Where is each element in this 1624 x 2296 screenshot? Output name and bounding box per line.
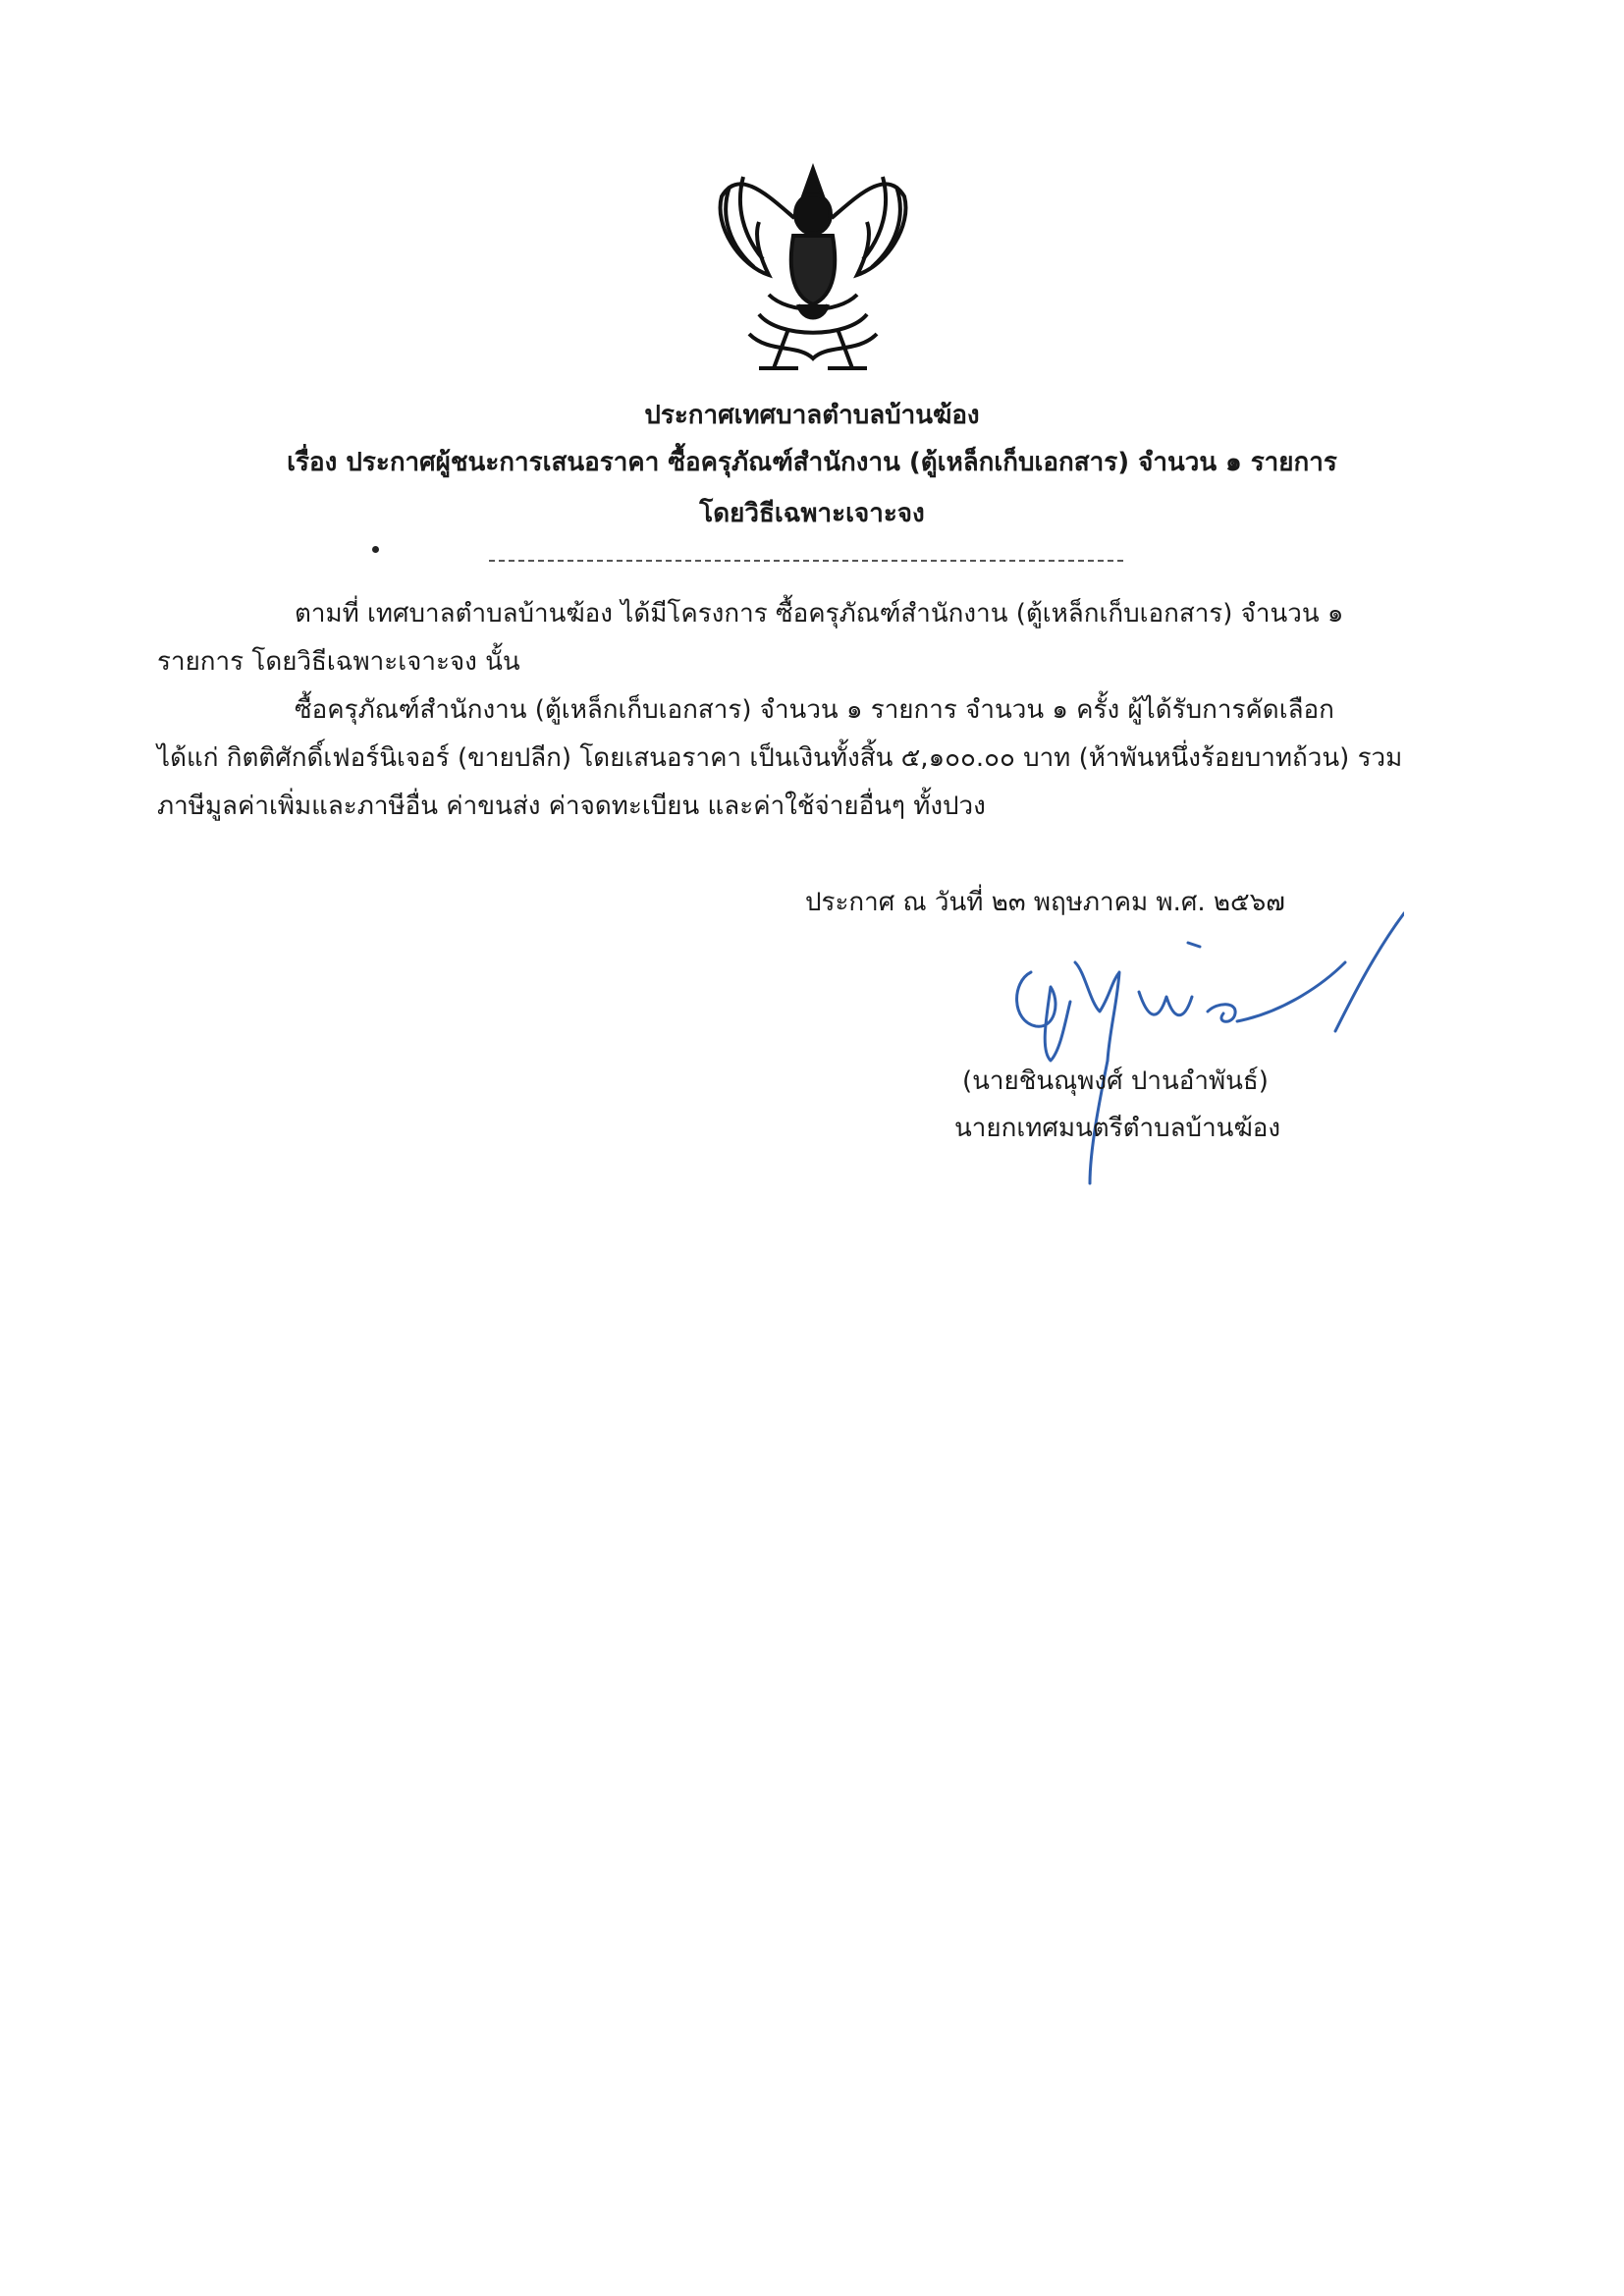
document-subject: เรื่อง ประกาศผู้ชนะการเสนอราคา ซื้อครุภัณฑ์สำนักงาน (ตู้เหล็กเก็บเอกสาร) จำนวน ๑ รายการ xyxy=(287,448,1337,477)
stray-dot xyxy=(372,546,379,553)
garuda-emblem-icon xyxy=(700,157,926,383)
separator-rule xyxy=(489,560,1123,562)
document-heading: ประกาศเทศบาลตำบลบ้านฆ้อง xyxy=(644,401,980,430)
handwritten-signature xyxy=(992,903,1404,1198)
announcement-date: ประกาศ ณ วันที่ ๒๓ พฤษภาคม พ.ศ. ๒๕๖๗ xyxy=(805,888,1285,917)
body-line-3: ซื้อครุภัณฑ์สำนักงาน (ตู้เหล็กเก็บเอกสาร) จำนวน ๑ รายการ จำนวน ๑ ครั้ง ผู้ได้รับการคัดเลือก xyxy=(295,695,1334,725)
document-method: โดยวิธีเฉพาะเจาะจง xyxy=(699,499,925,528)
signer-name: (นายชินณุพงศ์ ปานอำพันธ์) xyxy=(962,1066,1269,1096)
body-line-2: รายการ โดยวิธีเฉพาะเจาะจง นั้น xyxy=(157,647,520,677)
body-line-5: ภาษีมูลค่าเพิ่มและภาษีอื่น ค่าขนส่ง ค่าจดทะเบียน และค่าใช้จ่ายอื่นๆ ทั้งปวง xyxy=(157,792,986,821)
body-line-1: ตามที่ เทศบาลตำบลบ้านฆ้อง ได้มีโครงการ ซื้อครุภัณฑ์สำนักงาน (ตู้เหล็กเก็บเอกสาร) จำนวน ๑ xyxy=(295,599,1344,629)
signer-title: นายกเทศมนตรีตำบลบ้านฆ้อง xyxy=(954,1114,1281,1143)
body-line-4: ได้แก่ กิตติศักดิ์เฟอร์นิเจอร์ (ขายปลีก) โดยเสนอราคา เป็นเงินทั้งสิ้น ๕,๑๐๐.๐๐ บาท (ห้าพันหนึ่งร้อยบาทถ้วน) รวม xyxy=(157,743,1403,773)
